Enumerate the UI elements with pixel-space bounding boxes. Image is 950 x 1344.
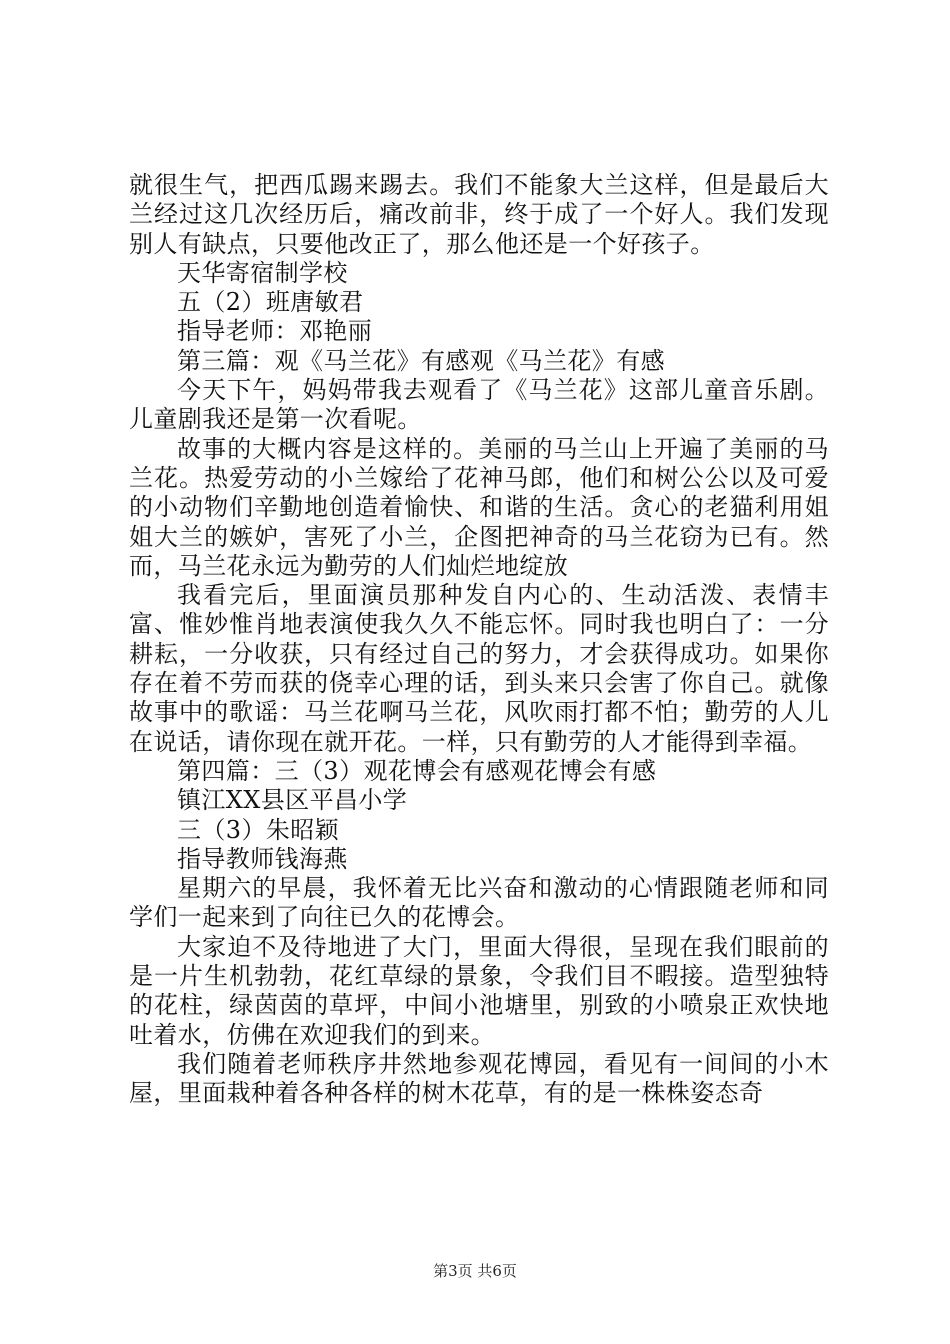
school-name: 镇江XX县区平昌小学	[177, 786, 408, 815]
document-body	[129, 171, 829, 1109]
paragraph: 故事的大概内容是这样的。美丽的马兰山上开遍了美丽的马兰花。热爱劳动的小兰嫁给了花神马郎，他们和树公公以及可爱的小动物们辛勤地创造着愉快、和谐的生活。贪心的老猫利用姐姐大兰的嫉妒，害死了小兰，企图把神奇的马兰花窃为已有。然而，马兰花永远为勤劳的人们灿烂地绽放	[129, 434, 829, 580]
section-heading: 第三篇：观《马兰花》有感观《马兰花》有感	[177, 346, 665, 375]
paragraph: 就很生气，把西瓜踢来踢去。我们不能象大兰这样，但是最后大兰经过这几次经历后，痛改前非，终于成了一个好人。我们发现别人有缺点，只要他改正了，那么他还是一个好孩子。	[129, 171, 829, 258]
teacher-line: 指导教师钱海燕	[177, 844, 348, 873]
page-number-label: 第3页 共6页	[433, 1262, 517, 1280]
teacher-line: 指导老师：邓艳丽	[177, 317, 373, 346]
author-line: 五（2）班唐敏君	[177, 288, 364, 317]
section-heading: 第四篇：三（3）观花博会有感观花博会有感	[177, 756, 657, 785]
paragraph: 今天下午，妈妈带我去观看了《马兰花》这部儿童音乐剧。儿童剧我还是第一次看呢。	[129, 376, 829, 434]
paragraph: 大家迫不及待地进了大门，里面大得很，呈现在我们眼前的是一片生机勃勃，花红草绿的景象，令我们目不暇接。造型独特的花柱，绿茵茵的草坪，中间小池塘里，别致的小喷泉正欢快地吐着水，仿佛在欢迎我们的到来。	[129, 932, 829, 1049]
paragraph: 我看完后，里面演员那种发自内心的、生动活泼、表情丰富、惟妙惟肖地表演使我久久不能忘怀。同时我也明白了：一分耕耘，一分收获，只有经过自己的努力，才会获得成功。如果你存在着不劳而获的侥幸心理的话，到头来只会害了你自己。就像故事中的歌谣：马兰花啊马兰花，风吹雨打都不怕；勤劳的人儿在说话，请你现在就开花。一样，只有勤劳的人才能得到幸福。	[129, 581, 829, 756]
paragraph: 星期六的早晨，我怀着无比兴奋和激动的心情跟随老师和同学们一起来到了向往已久的花博会。	[129, 874, 829, 932]
page-footer	[0, 1262, 950, 1280]
school-name: 天华寄宿制学校	[177, 258, 348, 287]
author-line: 三（3）朱昭颖	[177, 815, 340, 844]
paragraph: 我们随着老师秩序井然地参观花博园，看见有一间间的小木屋，里面栽种着各种各样的树木花草，有的是一株株姿态奇	[129, 1049, 829, 1108]
